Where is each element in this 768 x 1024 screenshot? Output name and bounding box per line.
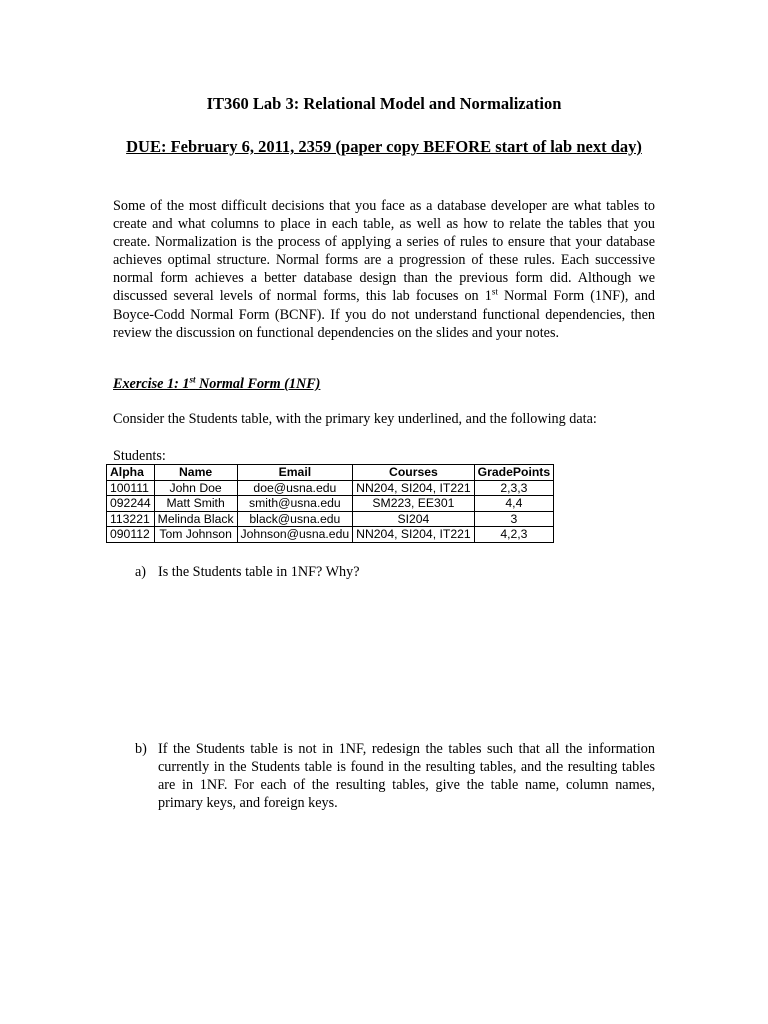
cell-email: doe@usna.edu xyxy=(237,480,353,496)
cell-alpha: 090112 xyxy=(107,527,155,543)
cell-alpha: 092244 xyxy=(107,496,155,512)
cell-email: smith@usna.edu xyxy=(237,496,353,512)
exercise-1-prompt: Consider the Students table, with the primary key underlined, and the following data: xyxy=(113,411,597,427)
cell-alpha: 100111 xyxy=(107,480,155,496)
cell-email: black@usna.edu xyxy=(237,511,353,527)
table-row xyxy=(107,511,554,527)
document-title: IT360 Lab 3: Relational Model and Normalization xyxy=(206,94,562,113)
cell-courses: NN204, SI204, IT221 xyxy=(353,480,475,496)
cell-gradepoints: 4,4 xyxy=(474,496,553,512)
cell-gradepoints: 4,2,3 xyxy=(474,527,553,543)
question-b xyxy=(135,740,655,812)
question-a xyxy=(135,563,360,581)
students-table xyxy=(106,464,554,543)
table-row xyxy=(107,480,554,496)
table-row xyxy=(107,496,554,512)
students-table-label: Students: xyxy=(113,448,166,464)
cell-name: Tom Johnson xyxy=(154,527,237,543)
exercise-heading-superscript: st xyxy=(189,374,196,385)
table-row xyxy=(107,527,554,543)
exercise-heading-part1: Exercise 1: 1 xyxy=(113,376,190,392)
question-b-marker: b) xyxy=(135,741,147,757)
cell-name: Melinda Black xyxy=(154,511,237,527)
cell-courses: NN204, SI204, IT221 xyxy=(353,527,475,543)
cell-email: Johnson@usna.edu xyxy=(237,527,353,543)
cell-name: Matt Smith xyxy=(154,496,237,512)
question-b-text: If the Students table is not in 1NF, redesign the tables such that all the information currently in the Students table is found in the resulting tables, and the resulting tables are in 1NF. For each of the resulting tables, give the table name, column names, primary keys, and foreign keys. xyxy=(158,741,655,812)
cell-alpha: 113221 xyxy=(107,511,155,527)
column-header-email: Email xyxy=(237,465,353,481)
cell-gradepoints: 3 xyxy=(474,511,553,527)
due-date: DUE: February 6, 2011, 2359 (paper copy BEFORE start of lab next day) xyxy=(126,137,642,156)
cell-name: John Doe xyxy=(154,480,237,496)
column-header-name: Name xyxy=(154,465,237,481)
intro-text-part2: Normal Form (1NF), and Boyce-Codd Normal Form (BCNF). If you do not understand functional dependencies, then review the discussion on functional dependencies on the slides and your notes. xyxy=(113,288,656,341)
cell-gradepoints: 2,3,3 xyxy=(474,480,553,496)
column-header-alpha: Alpha xyxy=(107,465,155,481)
question-a-text: Is the Students table in 1NF? Why? xyxy=(158,564,360,580)
column-header-gradepoints: GradePoints xyxy=(474,465,553,481)
cell-courses: SM223, EE301 xyxy=(353,496,475,512)
intro-text-part1: Some of the most difficult decisions that you face as a database developer are what tables to create and what columns to place in each table, as well as how to relate the tables that you create. Normalization is the process of applying a series of rules to ensure that your database achieves optimal structure. Normal forms are a progression of these rules. Each successive normal form achieves a better database design than the previous form did. Although we discussed several levels of normal forms, this lab focuses on 1 xyxy=(113,198,655,305)
intro-superscript: st xyxy=(491,286,498,297)
intro-paragraph xyxy=(113,197,655,342)
column-header-courses: Courses xyxy=(353,465,475,481)
question-a-marker: a) xyxy=(135,564,147,580)
exercise-1-heading xyxy=(113,376,320,393)
table-header-row xyxy=(107,465,554,481)
cell-courses: SI204 xyxy=(353,511,475,527)
exercise-heading-part2: Normal Form (1NF) xyxy=(195,376,321,392)
